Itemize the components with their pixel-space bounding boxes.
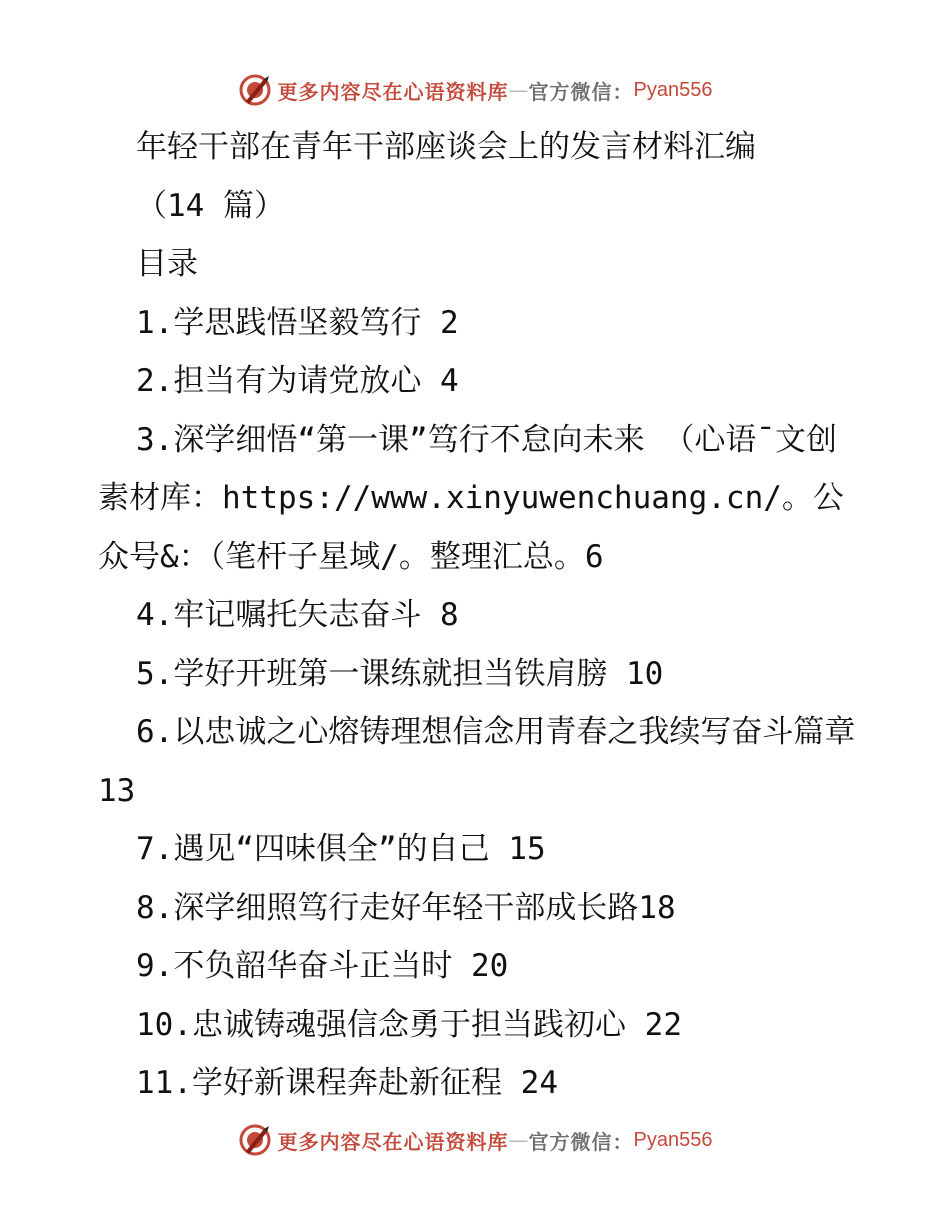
toc-item-8: 8.深学细照笃行走好年轻干部成长路18 <box>136 889 676 926</box>
toc-item-6: 6.以忠诚之心熔铸理想信念用青春之我续写奋斗篇章 13 <box>98 714 856 809</box>
toc-item-2: 2.担当有为请党放心 4 <box>136 363 459 399</box>
wechat-label: 官方微信： <box>528 79 634 104</box>
wechat-label: 官方微信： <box>528 1129 634 1154</box>
document-title-line-2: （14 篇） <box>136 187 285 224</box>
footer-watermark-banner <box>0 1120 950 1160</box>
toc-item-3: 3.深学细悟“第一课”笃行不怠向未来 （心语¯文创素材库：https://www.xinyuwenchuang.cn/。公众号&：（笔杆子星域/。整理汇总。6 <box>98 421 844 575</box>
pen-logo-icon <box>238 73 272 107</box>
toc-item-9: 9.不负韶华奋斗正当时 20 <box>136 948 509 984</box>
wechat-id: Pyan556 <box>633 1128 713 1151</box>
toc-heading: 目录 <box>136 246 198 282</box>
toc-item-7: 7.遇见“四味俱全”的自己 15 <box>136 831 546 867</box>
wechat-id: Pyan556 <box>633 78 713 101</box>
site-name-text: 更多内容尽在心语资料库 <box>277 1129 509 1154</box>
toc-item-4: 4.牢记嘱托矢志奋斗 8 <box>136 597 459 633</box>
pen-logo-icon <box>238 1123 272 1157</box>
banner-separator: — <box>508 78 529 102</box>
toc-item-1: 1.学思践悟坚毅笃行 2 <box>136 304 459 341</box>
site-name-text: 更多内容尽在心语资料库 <box>277 79 509 104</box>
toc-item-10: 10.忠诚铸魂强信念勇于担当践初心 22 <box>136 1006 682 1043</box>
toc-item-11: 11.学好新课程奔赴新征程 24 <box>136 1065 558 1101</box>
document-body <box>98 118 858 1113</box>
toc-item-5: 5.学好开班第一课练就担当铁肩膀 10 <box>136 655 664 692</box>
banner-separator: — <box>508 1128 529 1152</box>
header-watermark-banner <box>0 70 950 110</box>
document-title-line-1: 年轻干部在青年干部座谈会上的发言材料汇编 <box>136 129 756 165</box>
